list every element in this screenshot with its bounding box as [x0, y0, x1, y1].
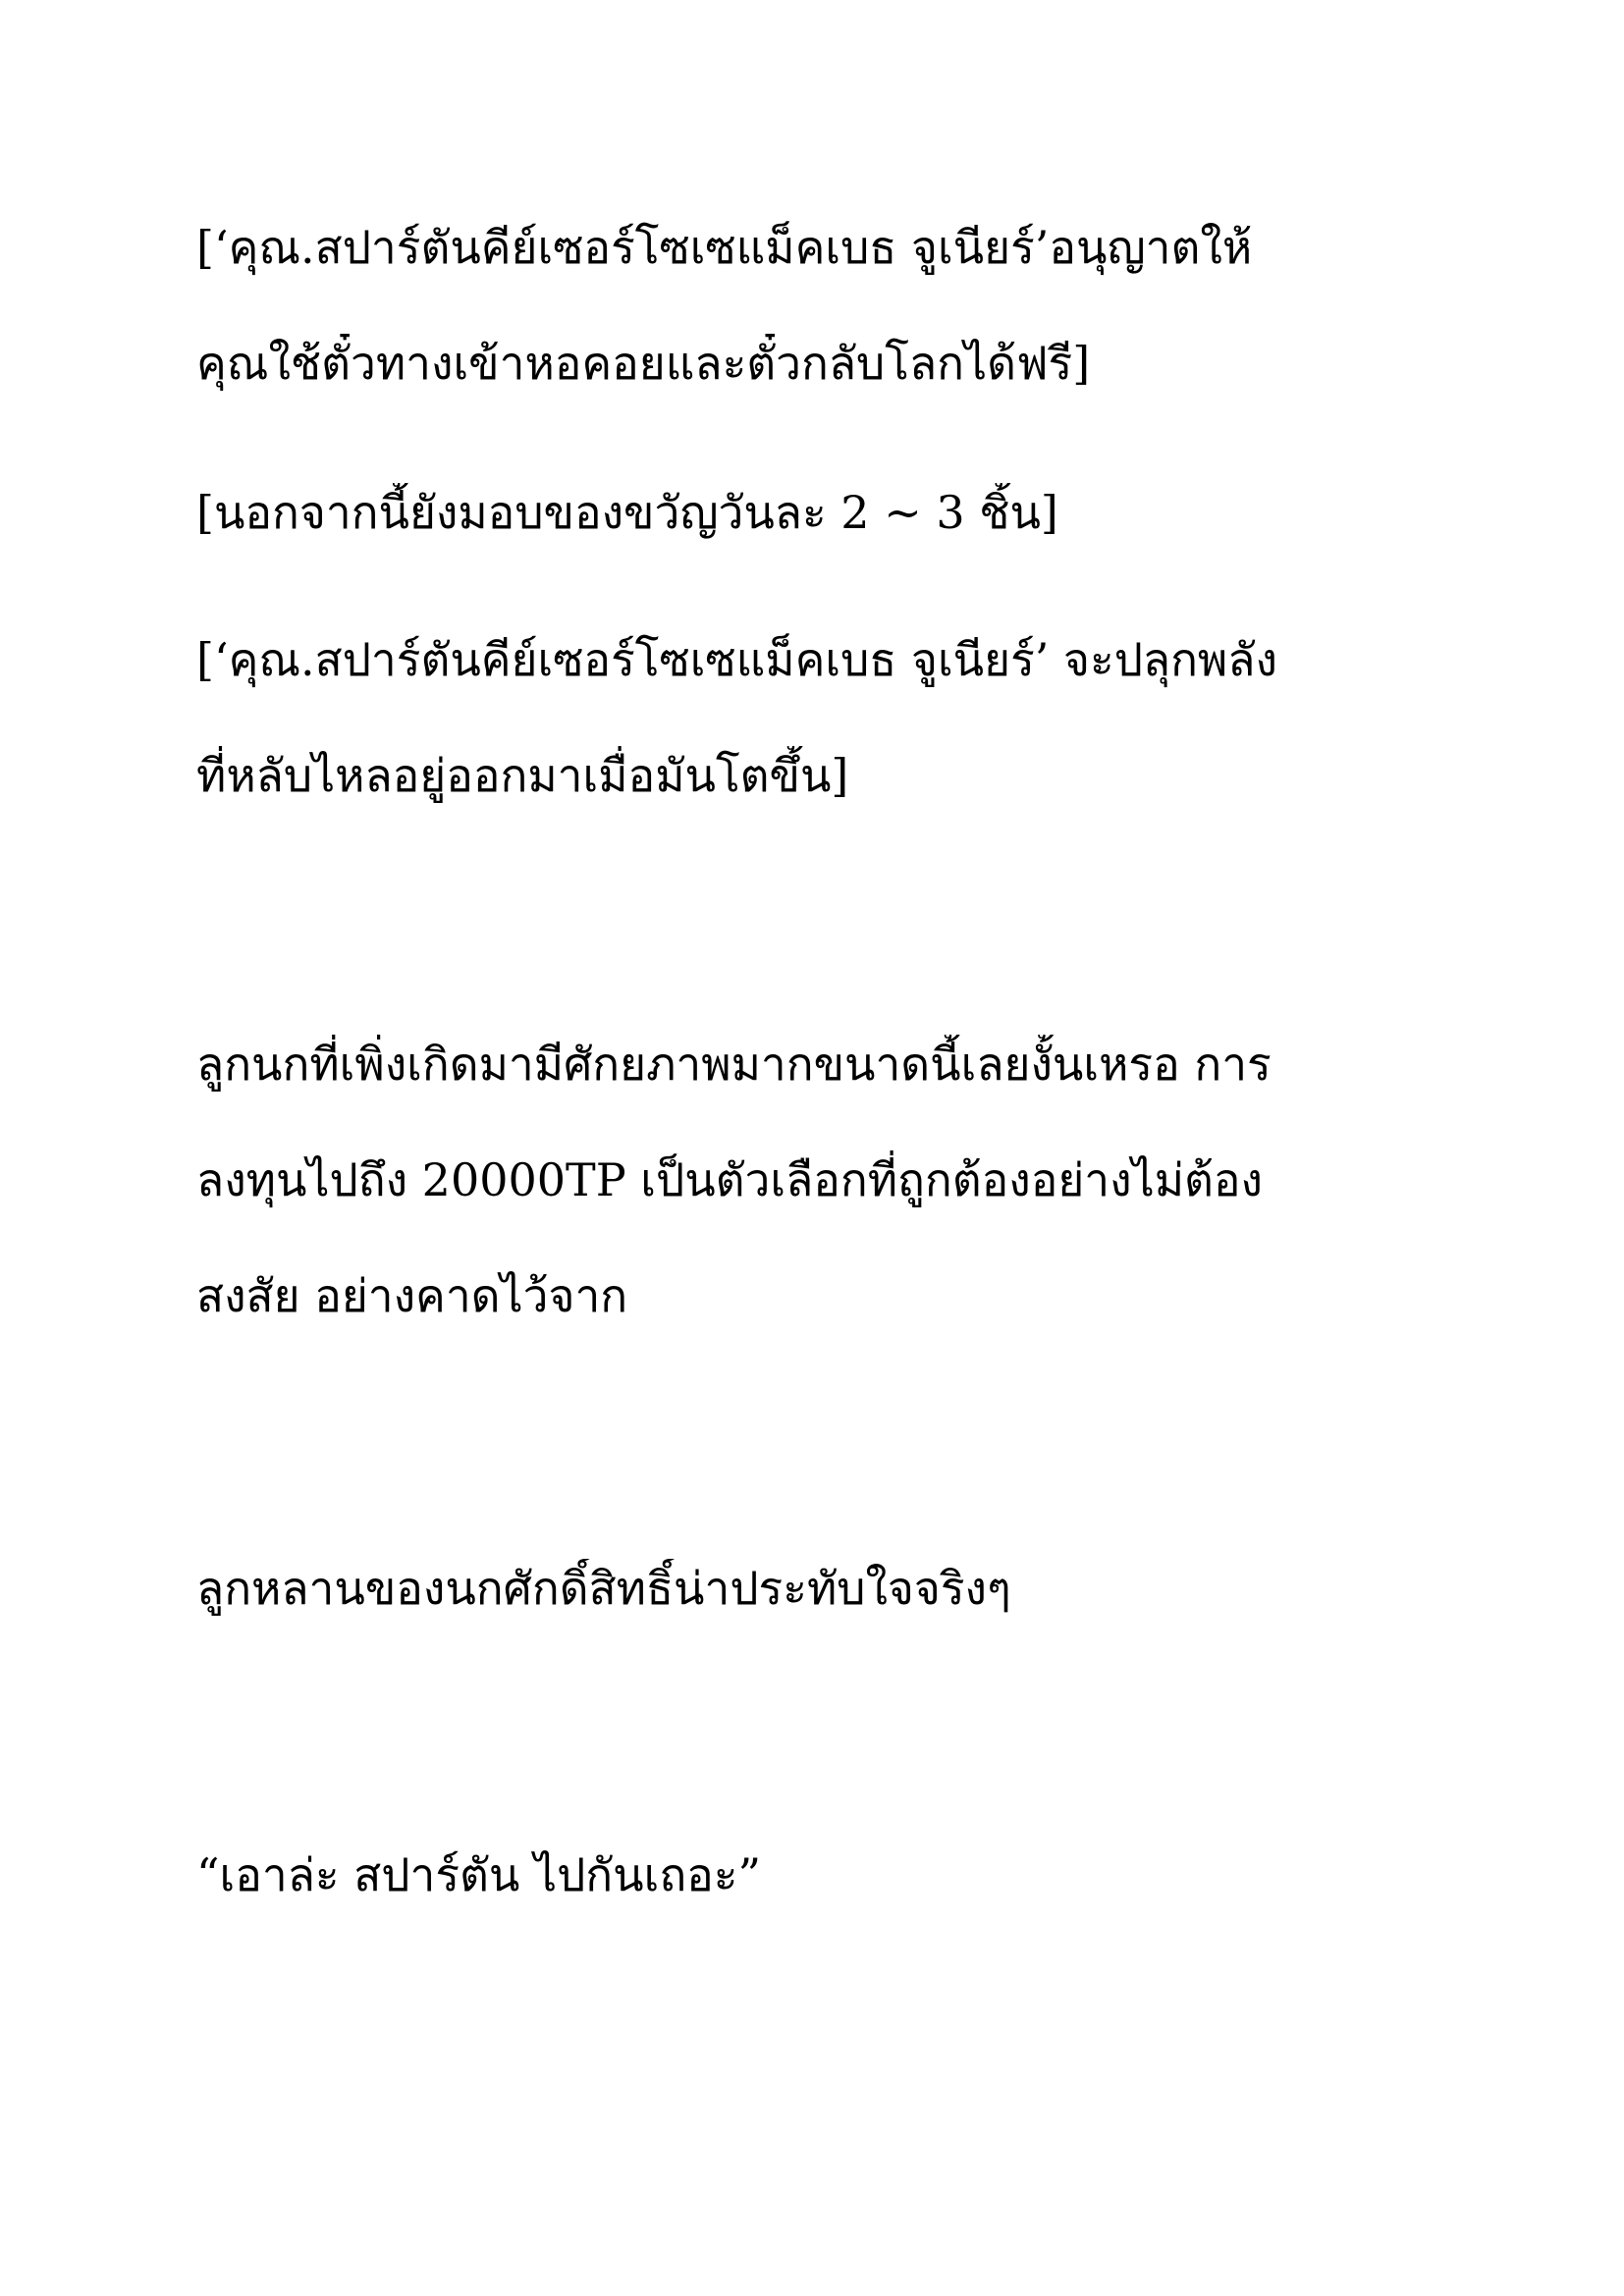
- system-message-line-1: [‘คุณ.สปาร์ตันคีย์เซอร์โซเซแม็คเบธ จูเนียร์’อนุญาตให้: [196, 221, 1253, 274]
- system-message-line-4: ที่หลับไหลอยู่ออกมาเมื่อมันโตขึ้น]: [196, 749, 849, 802]
- narration-line-1: ลูกนกที่เพิ่งเกิดมามีศักยภาพมากขนาดนี้เลยงั้นเหรอ การ: [196, 1038, 1272, 1091]
- system-message-gift: [นอกจากนี้ยังมอบของขวัญวันละ 2 ~ 3 ชิ้น]: [196, 486, 1058, 539]
- dialogue-line: “เอาล่ะ สปาร์ตัน ไปกันเถอะ”: [196, 1848, 762, 1901]
- narration-line-2: ลงทุนไปถึง 20000TP เป็นตัวเลือกที่ถูกต้องอย่างไม่ต้อง: [196, 1153, 1264, 1206]
- system-message-line-3: [‘คุณ.สปาร์ตันคีย์เซอร์โซเซแม็คเบธ จูเนียร์’ จะปลุกพลัง: [196, 633, 1277, 686]
- system-message-line-2: คุณใช้ตั๋วทางเข้าหอคอยและตั๋วกลับโลกได้ฟรี]: [196, 337, 1091, 390]
- narration-line-4: ลูกหลานของนกศักดิ์สิทธิ์น่าประทับใจจริงๆ: [196, 1562, 1011, 1615]
- narration-line-3: สงสัย อย่างคาดไว้จาก: [196, 1269, 628, 1322]
